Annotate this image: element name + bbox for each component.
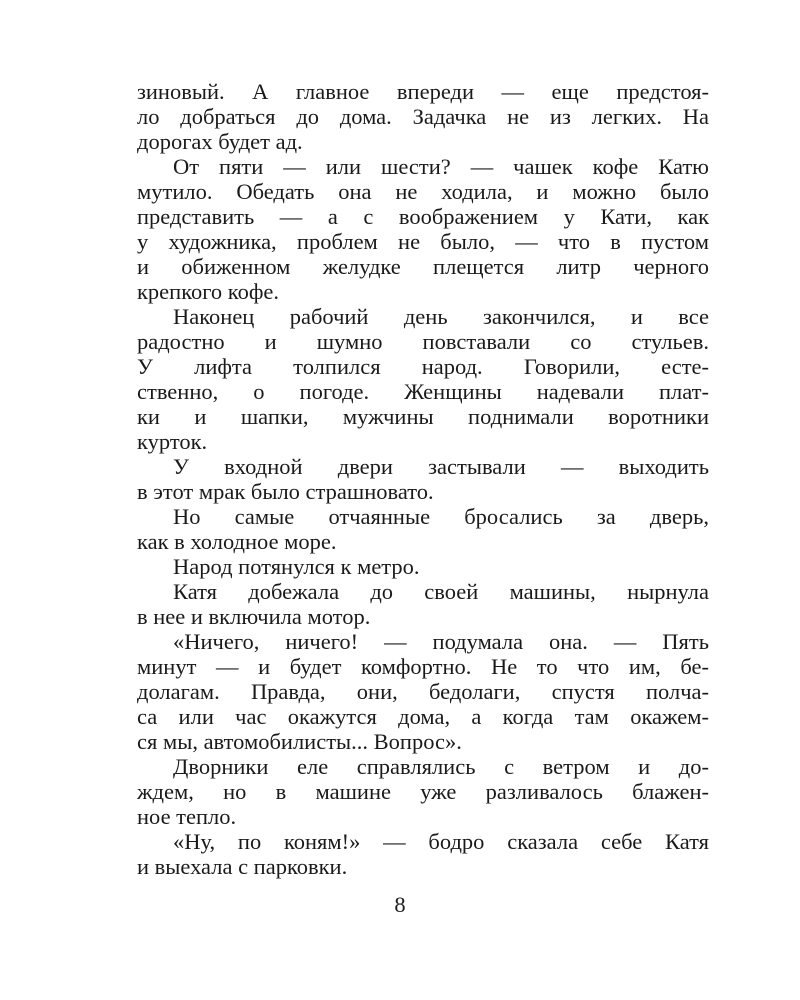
text-line: минут — и будет комфортно. Не то что им, бе- — [137, 654, 709, 679]
text-line: ки и шапки, мужчины поднимали воротники — [137, 404, 709, 429]
text-line: зиновый. А главное впереди — еще предстоя- — [137, 79, 709, 104]
text-line: ся мы, автомобилисты... Вопрос». — [137, 729, 462, 754]
text-line: у художника, проблем не было, — что в пустом — [137, 229, 709, 254]
text-line: Наконец рабочий день закончился, и все — [173, 304, 709, 329]
text-line: «Ничего, ничего! — подумала она. — Пять — [173, 629, 709, 654]
text-line: ственно, о погоде. Женщины надевали плат- — [137, 379, 709, 404]
text-line: и выехала с парковки. — [137, 854, 348, 879]
text-line: Народ потянулся к метро. — [173, 554, 420, 579]
text-line: У входной двери застывали — выходить — [173, 454, 709, 479]
text-line: са или час окажутся дома, а когда там окажем- — [137, 704, 709, 729]
text-line: мутило. Обедать она не ходила, и можно было — [137, 179, 709, 204]
text-line: в нее и включила мотор. — [137, 604, 371, 629]
body-text — [137, 79, 709, 879]
text-line: Катя добежала до своей машины, нырнула — [173, 579, 709, 604]
text-line: как в холодное море. — [137, 529, 337, 554]
text-line: Дворники еле справлялись с ветром и до- — [173, 754, 709, 779]
text-line: представить — а с воображением у Кати, как — [137, 204, 709, 229]
text-line: долагам. Правда, они, бедолаги, спустя полча- — [137, 679, 709, 704]
text-line: От пяти — или шести? — чашек кофе Катю — [173, 154, 709, 179]
text-line: крепкого кофе. — [137, 279, 280, 304]
text-line: ждем, но в машине уже разливалось блажен- — [137, 779, 709, 804]
text-line: Но самые отчаянные бросались за дверь, — [173, 504, 709, 529]
text-line: курток. — [137, 429, 208, 454]
text-line: «Ну, по коням!» — бодро сказала себе Катя — [173, 829, 709, 854]
text-line: У лифта толпился народ. Говорили, есте- — [137, 354, 709, 379]
text-line: ное тепло. — [137, 804, 237, 829]
page-number: 8 — [394, 892, 406, 917]
text-line: дорогах будет ад. — [137, 129, 303, 154]
text-line: и обиженном желудке плещется литр черного — [137, 254, 709, 279]
text-line: в этот мрак было страшновато. — [137, 479, 434, 504]
text-line: ло добраться до дома. Задачка не из легких. На — [137, 104, 709, 129]
text-line: радостно и шумно повставали со стульев. — [137, 329, 709, 354]
